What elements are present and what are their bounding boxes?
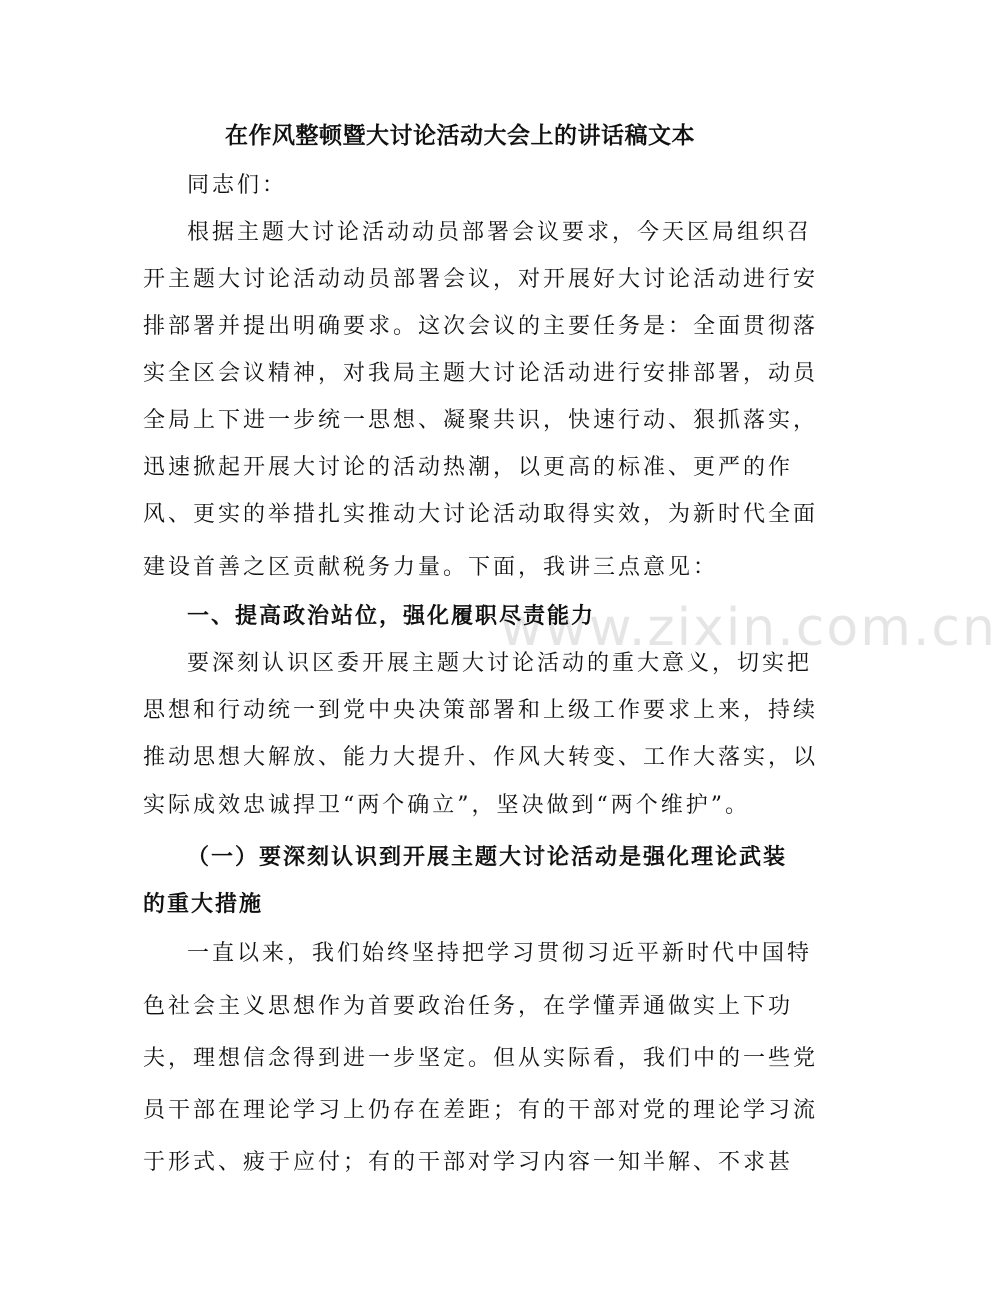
body-line: 根据主题大讨论活动动员部署会议要求，今天区局组织召: [187, 220, 813, 245]
body-line: 全局上下进一步统一思想、凝聚共识，快速行动、狠抓落实，: [143, 408, 819, 433]
section-heading-1: 一、提高政治站位，强化履职尽责能力: [187, 604, 596, 629]
body-line: 风、更实的举措扎实推动大讨论活动取得实效，为新时代全面: [143, 502, 819, 527]
body-line: 于形式、疲于应付；有的干部对学习内容一知半解、不求甚: [143, 1150, 794, 1175]
body-line: 夫，理想信念得到进一步坚定。但从实际看，我们中的一些党: [143, 1046, 819, 1071]
body-line: 一直以来，我们始终坚持把学习贯彻习近平新时代中国特: [187, 941, 813, 966]
body-line: 推动思想大解放、能力大提升、作风大转变、工作大落实，以: [143, 745, 819, 770]
body-line: 迅速掀起开展大讨论的活动热潮，以更高的标准、更严的作: [143, 455, 794, 480]
body-line: 开主题大讨论活动动员部署会议，对开展好大讨论活动进行安: [143, 267, 819, 292]
body-line: 色社会主义思想作为首要政治任务，在学懂弄通做实上下功: [143, 994, 794, 1019]
body-line: 实全区会议精神，对我局主题大讨论活动进行安排部署，动员: [143, 361, 819, 386]
body-line: 要深刻认识区委开展主题大讨论活动的重大意义，切实把: [187, 651, 813, 676]
body-line: 思想和行动统一到党中央决策部署和上级工作要求上来，持续: [143, 698, 819, 723]
document-title: 在作风整顿暨大讨论活动大会上的讲话稿文本: [225, 123, 695, 149]
subsection-heading-1: （一）要深刻认识到开展主题大讨论活动是强化理论武装: [187, 845, 788, 870]
body-line: 员干部在理论学习上仍存在差距；有的干部对党的理论学习流: [143, 1098, 819, 1123]
body-line: 建设首善之区贡献税务力量。下面，我讲三点意见：: [143, 555, 719, 580]
subsection-heading-1-cont: 的重大措施: [143, 892, 264, 917]
body-line: 实际成效忠诚捍卫“两个确立”，坚决做到“两个维护”。: [143, 793, 750, 818]
body-line: 排部署并提出明确要求。这次会议的主要任务是：全面贯彻落: [143, 314, 819, 339]
salutation: 同志们：: [187, 173, 288, 198]
watermark: www.zixin.com.cn: [500, 598, 997, 658]
